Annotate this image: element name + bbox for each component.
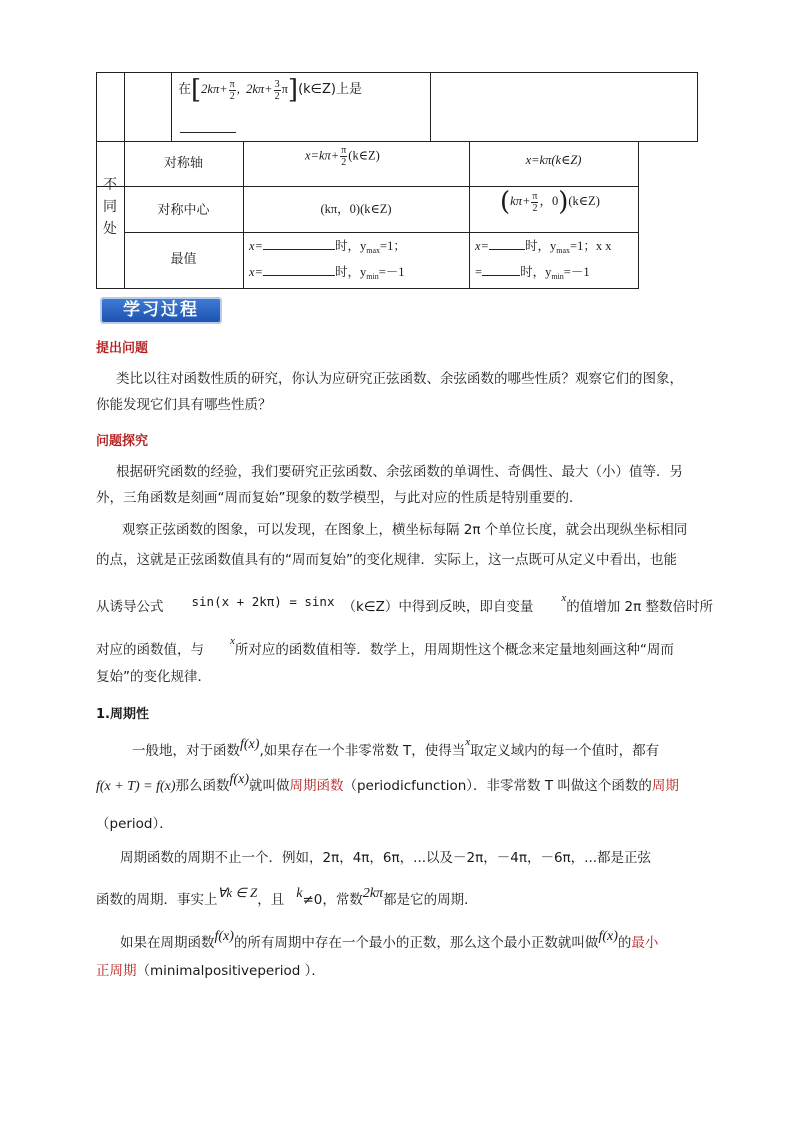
side-label: 不 同 处 xyxy=(103,177,117,237)
answer-blank xyxy=(180,121,236,133)
row-label-axis: 对称轴 xyxy=(163,156,203,171)
paragraph-examples: 周期函数的周期不止一个．例如，2π，4π，6π，...以及－2π，－4π，－6π，...都是正弦 xyxy=(120,850,652,866)
sin-center: (kπ，0)(k∈Z) xyxy=(320,202,392,216)
monotonic-interval: 在[2kπ+ $\frac{\pi}{2}$ , 2kπ+ $\frac{3}{2}$ π](k∈Z)上是 xyxy=(178,75,362,105)
heading-explore: 问题探究 xyxy=(96,434,149,449)
heading-raise-question: 提出问题 xyxy=(96,341,149,356)
paragraph-formula-line: 从诱导公式 sin(x + 2kπ) = sinx （k∈Z）中得到反映，即自变量$^x$的值增加 2π 整数倍时所 xyxy=(96,592,714,615)
paragraph-explore-end: 对应的函数值，与$^x$所对应的函数值相等．数学上，用周期性这个概念来定量地刻画这种“周而 复始”的变化规律． xyxy=(96,635,674,685)
paragraph-definition-3: （period）． xyxy=(96,816,173,832)
paragraph-explore: 根据研究函数的经验，我们要研究正弦函数、余弦函数的单调性、奇偶性、最大（小）值等．另 外，三角函数是刻画“周而复始”现象的数学模型，与此对应的性质是特别重要的． 观察正弦函数的图象，可以发现，在图象上，横坐标每隔 2π 个单位长度，就会出现纵坐标相同 的点，这就是正弦函数值具有的“周而复始”的变化规律．实际上，这一点既可从定义中看出，也能 xyxy=(96,464,688,568)
cos-axis: x=kπ(k∈Z) xyxy=(525,153,582,167)
cos-max: x= 时，$y_{max}=1$；x x xyxy=(475,239,612,255)
paragraph-definition-2: f(x + T) = f(x)那么函数f(x)就叫做周期函数（periodicfunction）．非零常数 T 叫做这个函数的周期 xyxy=(96,772,679,794)
section-banner: 学习过程 xyxy=(100,297,222,324)
cos-min: = 时，$y_{min}=-1$ xyxy=(475,265,590,281)
sin-max: x= 时，$y_{max}=1$； xyxy=(249,239,406,255)
paragraph-examples-2: 函数的周期．事实上∀k ∈ Z，且 k≠0，常数2kπ都是它的周期． xyxy=(96,885,478,908)
row-label-center: 对称中心 xyxy=(157,203,210,218)
sin-axis: x=kπ+ $\frac{\pi}{2}$ (k∈Z) xyxy=(305,145,380,168)
paragraph-raise-question: 类比以往对函数性质的研究，你认为应研究正弦函数、余弦函数的哪些性质？观察它们的图象， 你能发现它们具有哪些性质？ xyxy=(96,371,683,413)
cos-center: (kπ+ $\frac{\pi}{2}$ ，0)(k∈Z) xyxy=(500,187,600,217)
paragraph-min-period-2: 正周期（minimalpositiveperiod ）． xyxy=(96,963,325,979)
paragraph-min-period: 如果在周期函数f(x)的所有周期中存在一个最小的正数，那么这个最小正数就叫做f(x)的最小 xyxy=(120,929,659,951)
row-label-extreme: 最值 xyxy=(170,252,197,267)
paragraph-definition: 一般地，对于函数f(x),如果存在一个非零常数 T，使得当$^x$取定义域内的每一个值时，都有 xyxy=(132,736,660,759)
heading-periodicity: 1.周期性 xyxy=(96,707,149,722)
sin-min: x= 时，$y_{min}=-1$ xyxy=(249,265,405,281)
